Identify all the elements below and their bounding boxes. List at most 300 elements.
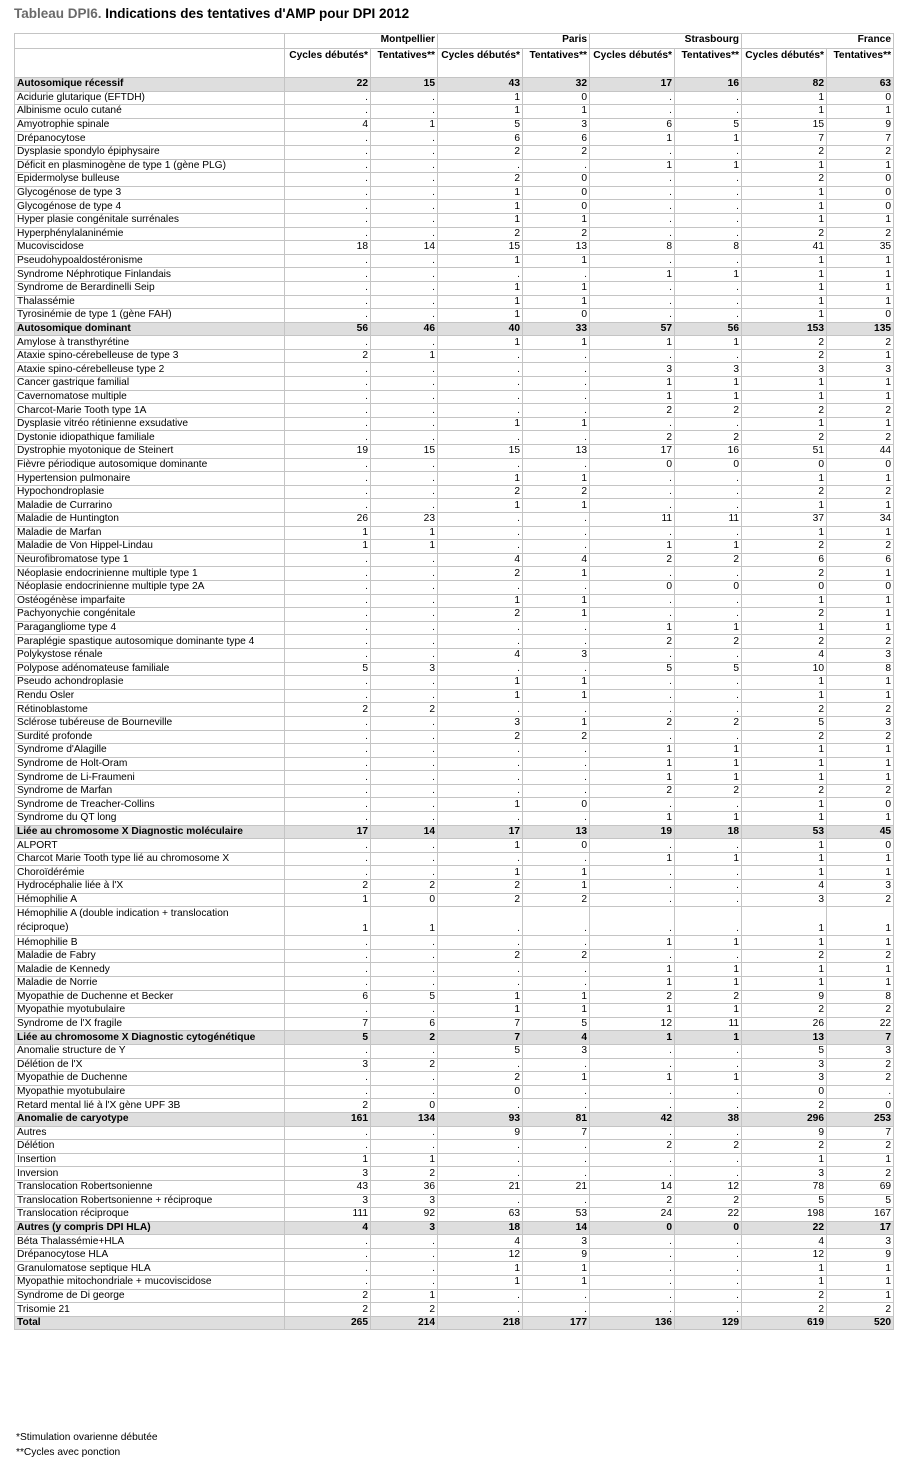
cell-cycles: 1 bbox=[742, 377, 827, 391]
header-tentatives: Tentatives** bbox=[371, 49, 438, 78]
cell-cycles: 4 bbox=[742, 1235, 827, 1249]
table-row bbox=[15, 893, 894, 907]
cell-tentatives: . bbox=[523, 377, 590, 391]
row-label: Albinisme oculo cutané bbox=[15, 105, 285, 119]
cell-tentatives: 135 bbox=[827, 322, 894, 336]
cell-cycles: . bbox=[285, 936, 371, 950]
table-row bbox=[15, 1072, 894, 1086]
cell-tentatives: 1 bbox=[675, 159, 742, 173]
cell-tentatives: 1 bbox=[523, 689, 590, 703]
cell-cycles: . bbox=[285, 499, 371, 513]
table-row bbox=[15, 145, 894, 159]
cell-cycles: . bbox=[438, 458, 523, 472]
cell-tentatives: 1 bbox=[523, 105, 590, 119]
cell-cycles: 40 bbox=[438, 322, 523, 336]
cell-tentatives: 1 bbox=[675, 936, 742, 950]
cell-tentatives: . bbox=[523, 784, 590, 798]
cell-tentatives: . bbox=[675, 1167, 742, 1181]
cell-cycles: . bbox=[590, 866, 675, 880]
table-row bbox=[15, 771, 894, 785]
cell-cycles: 5 bbox=[438, 1044, 523, 1058]
cell-tentatives: . bbox=[523, 757, 590, 771]
cell-cycles: . bbox=[590, 1044, 675, 1058]
table-row bbox=[15, 1276, 894, 1290]
header-tentatives: Tentatives** bbox=[675, 49, 742, 78]
row-label: Glycogénose de type 3 bbox=[15, 186, 285, 200]
cell-cycles: 5 bbox=[590, 662, 675, 676]
cell-cycles: 2 bbox=[742, 1099, 827, 1113]
cell-tentatives: . bbox=[371, 417, 438, 431]
row-label: Fièvre périodique autosomique dominante bbox=[15, 458, 285, 472]
cell-tentatives: 11 bbox=[675, 1017, 742, 1031]
table-row bbox=[15, 431, 894, 445]
cell-cycles: 0 bbox=[590, 580, 675, 594]
cell-tentatives: 1 bbox=[523, 716, 590, 730]
cell-tentatives: . bbox=[371, 1085, 438, 1099]
cell-cycles: 2 bbox=[742, 635, 827, 649]
cell-tentatives: . bbox=[371, 621, 438, 635]
cell-cycles: 1 bbox=[438, 200, 523, 214]
cell-tentatives: 1 bbox=[523, 866, 590, 880]
row-label: Maladie de Marfan bbox=[15, 526, 285, 540]
cell-tentatives: 0 bbox=[675, 1221, 742, 1235]
cell-cycles: 4 bbox=[742, 880, 827, 894]
cell-cycles: 26 bbox=[285, 513, 371, 527]
cell-tentatives: . bbox=[371, 936, 438, 950]
cell-cycles: . bbox=[438, 784, 523, 798]
cell-tentatives: 3 bbox=[523, 648, 590, 662]
cell-cycles: . bbox=[590, 1167, 675, 1181]
cell-cycles: 1 bbox=[742, 91, 827, 105]
cell-tentatives: . bbox=[371, 281, 438, 295]
cell-tentatives: 3 bbox=[827, 880, 894, 894]
cell-cycles: 1 bbox=[742, 744, 827, 758]
cell-cycles: . bbox=[590, 703, 675, 717]
cell-tentatives: 1 bbox=[523, 1276, 590, 1290]
cell-tentatives: 1 bbox=[523, 472, 590, 486]
table-row bbox=[15, 200, 894, 214]
cell-tentatives: 2 bbox=[523, 485, 590, 499]
cell-cycles: . bbox=[285, 145, 371, 159]
table-row bbox=[15, 608, 894, 622]
cell-cycles: . bbox=[438, 540, 523, 554]
cell-cycles: 2 bbox=[438, 949, 523, 963]
cell-tentatives: 2 bbox=[675, 635, 742, 649]
cell-tentatives: 18 bbox=[675, 825, 742, 839]
cell-cycles: 1 bbox=[590, 744, 675, 758]
cell-tentatives: 1 bbox=[371, 526, 438, 540]
cell-cycles: 111 bbox=[285, 1208, 371, 1222]
row-label: Retard mental lié à l'X gène UPF 3B bbox=[15, 1099, 285, 1113]
cell-tentatives: 81 bbox=[523, 1112, 590, 1126]
cell-cycles: 5 bbox=[285, 662, 371, 676]
cell-cycles: 1 bbox=[590, 1031, 675, 1045]
cell-tentatives: . bbox=[675, 798, 742, 812]
cell-cycles: 161 bbox=[285, 1112, 371, 1126]
row-label: Autosomique récessif bbox=[15, 78, 285, 92]
row-label: Tyrosinémie de type 1 (gène FAH) bbox=[15, 309, 285, 323]
row-label: Thalassémie bbox=[15, 295, 285, 309]
cell-cycles: . bbox=[285, 173, 371, 187]
cell-cycles: . bbox=[438, 349, 523, 363]
cell-cycles: 3 bbox=[285, 1167, 371, 1181]
table-row bbox=[15, 1085, 894, 1099]
cell-cycles: 26 bbox=[742, 1017, 827, 1031]
cell-tentatives: 1 bbox=[827, 852, 894, 866]
cell-cycles: . bbox=[285, 852, 371, 866]
cell-tentatives: . bbox=[523, 363, 590, 377]
cell-cycles: 0 bbox=[742, 580, 827, 594]
cell-cycles: 2 bbox=[742, 703, 827, 717]
cell-cycles: . bbox=[590, 499, 675, 513]
cell-tentatives: . bbox=[675, 105, 742, 119]
cell-tentatives: 2 bbox=[371, 1167, 438, 1181]
cell-tentatives: 1 bbox=[827, 689, 894, 703]
table-row bbox=[15, 866, 894, 880]
cell-cycles: 7 bbox=[742, 132, 827, 146]
cell-cycles: . bbox=[438, 404, 523, 418]
cell-tentatives: 4 bbox=[523, 1031, 590, 1045]
cell-tentatives: . bbox=[371, 1004, 438, 1018]
cell-cycles: 19 bbox=[285, 445, 371, 459]
cell-cycles: 2 bbox=[742, 567, 827, 581]
cell-tentatives: 3 bbox=[523, 1235, 590, 1249]
cell-tentatives: . bbox=[523, 1085, 590, 1099]
cell-cycles: . bbox=[438, 580, 523, 594]
cell-tentatives: 0 bbox=[523, 839, 590, 853]
cell-cycles: . bbox=[285, 485, 371, 499]
cell-cycles: . bbox=[285, 295, 371, 309]
header-tentatives: Tentatives** bbox=[827, 49, 894, 78]
cell-cycles: 2 bbox=[590, 784, 675, 798]
cell-tentatives: 1 bbox=[523, 213, 590, 227]
cell-tentatives: . bbox=[675, 880, 742, 894]
cell-cycles: . bbox=[438, 1167, 523, 1181]
cell-tentatives: 69 bbox=[827, 1180, 894, 1194]
cell-cycles: . bbox=[590, 227, 675, 241]
cell-tentatives: 56 bbox=[675, 322, 742, 336]
cell-tentatives: 0 bbox=[827, 580, 894, 594]
cell-tentatives: 3 bbox=[371, 662, 438, 676]
table-row bbox=[15, 1017, 894, 1031]
cell-tentatives: . bbox=[523, 1289, 590, 1303]
cell-cycles: 1 bbox=[438, 1262, 523, 1276]
cell-cycles: . bbox=[438, 1194, 523, 1208]
table-row bbox=[15, 241, 894, 255]
table-row bbox=[15, 580, 894, 594]
cell-tentatives: 15 bbox=[371, 78, 438, 92]
cell-cycles: . bbox=[438, 812, 523, 826]
cell-tentatives: . bbox=[371, 812, 438, 826]
table-row bbox=[15, 159, 894, 173]
row-label: Cancer gastrique familial bbox=[15, 377, 285, 391]
cell-tentatives: 129 bbox=[675, 1316, 742, 1330]
cell-cycles: 0 bbox=[438, 1085, 523, 1099]
cell-cycles: . bbox=[590, 485, 675, 499]
cell-cycles: 1 bbox=[590, 1072, 675, 1086]
cell-cycles: 1 bbox=[438, 91, 523, 105]
cell-cycles: 3 bbox=[742, 1072, 827, 1086]
cell-tentatives: 2 bbox=[523, 949, 590, 963]
table-row bbox=[15, 990, 894, 1004]
cell-tentatives: . bbox=[371, 1126, 438, 1140]
row-label: Inversion bbox=[15, 1167, 285, 1181]
cell-tentatives: . bbox=[523, 540, 590, 554]
cell-tentatives: . bbox=[675, 1044, 742, 1058]
cell-tentatives: . bbox=[675, 485, 742, 499]
header-cycles: Cycles débutés* bbox=[285, 49, 371, 78]
cell-tentatives: . bbox=[675, 186, 742, 200]
cell-tentatives: 1 bbox=[523, 880, 590, 894]
cell-tentatives: . bbox=[675, 567, 742, 581]
cell-tentatives: 0 bbox=[827, 309, 894, 323]
cell-cycles: 2 bbox=[590, 431, 675, 445]
table-row bbox=[15, 390, 894, 404]
cell-tentatives: 15 bbox=[371, 445, 438, 459]
cell-tentatives: 17 bbox=[827, 1221, 894, 1235]
cell-tentatives: 11 bbox=[675, 513, 742, 527]
cell-tentatives: 3 bbox=[827, 363, 894, 377]
cell-cycles: 2 bbox=[742, 608, 827, 622]
cell-tentatives: . bbox=[371, 676, 438, 690]
cell-cycles: . bbox=[590, 1276, 675, 1290]
cell-cycles: 1 bbox=[438, 866, 523, 880]
cell-tentatives: . bbox=[523, 458, 590, 472]
cell-tentatives: 1 bbox=[827, 105, 894, 119]
cell-cycles: . bbox=[285, 254, 371, 268]
cell-cycles: 1 bbox=[590, 336, 675, 350]
cell-cycles: . bbox=[438, 936, 523, 950]
cell-cycles: 1 bbox=[590, 268, 675, 282]
cell-cycles: . bbox=[285, 363, 371, 377]
cell-cycles: 2 bbox=[438, 485, 523, 499]
cell-cycles: 2 bbox=[742, 485, 827, 499]
cell-tentatives: 2 bbox=[523, 893, 590, 907]
table-row bbox=[15, 798, 894, 812]
table-row bbox=[15, 281, 894, 295]
row-label: Amyotrophie spinale bbox=[15, 118, 285, 132]
cell-tentatives: . bbox=[371, 295, 438, 309]
row-label: Myopathie mitochondriale + mucoviscidose bbox=[15, 1276, 285, 1290]
cell-tentatives: . bbox=[371, 254, 438, 268]
cell-tentatives: . bbox=[371, 744, 438, 758]
cell-tentatives: 3 bbox=[827, 648, 894, 662]
cell-tentatives: 5 bbox=[675, 118, 742, 132]
cell-cycles: . bbox=[590, 186, 675, 200]
table-row bbox=[15, 1248, 894, 1262]
cell-cycles: . bbox=[590, 200, 675, 214]
cell-cycles: . bbox=[590, 91, 675, 105]
cell-tentatives: 0 bbox=[675, 580, 742, 594]
cell-cycles: . bbox=[285, 784, 371, 798]
cell-cycles: . bbox=[438, 1058, 523, 1072]
cell-cycles: . bbox=[590, 1126, 675, 1140]
cell-cycles: 2 bbox=[742, 784, 827, 798]
cell-cycles: . bbox=[438, 390, 523, 404]
cell-cycles: 1 bbox=[438, 499, 523, 513]
cell-cycles: 7 bbox=[438, 1017, 523, 1031]
cell-tentatives: 2 bbox=[371, 1058, 438, 1072]
cell-tentatives: 13 bbox=[523, 241, 590, 255]
cell-tentatives: . bbox=[371, 186, 438, 200]
cell-cycles: . bbox=[590, 1235, 675, 1249]
cell-tentatives: 1 bbox=[827, 936, 894, 950]
table-row bbox=[15, 254, 894, 268]
table-row bbox=[15, 1099, 894, 1113]
cell-tentatives: 3 bbox=[371, 1221, 438, 1235]
table-row bbox=[15, 977, 894, 991]
cell-tentatives: . bbox=[675, 417, 742, 431]
cell-tentatives: 5 bbox=[523, 1017, 590, 1031]
cell-tentatives: . bbox=[675, 648, 742, 662]
cell-cycles: 5 bbox=[742, 1194, 827, 1208]
table-body bbox=[15, 78, 894, 1330]
cell-cycles: . bbox=[438, 963, 523, 977]
cell-cycles: 2 bbox=[590, 716, 675, 730]
row-label: Polykystose rénale bbox=[15, 648, 285, 662]
cell-cycles: . bbox=[590, 417, 675, 431]
cell-tentatives: 2 bbox=[675, 404, 742, 418]
cell-cycles: 1 bbox=[590, 390, 675, 404]
cell-cycles: 9 bbox=[742, 1126, 827, 1140]
cell-cycles: 1 bbox=[438, 309, 523, 323]
cell-cycles: . bbox=[285, 676, 371, 690]
row-label: Rétinoblastome bbox=[15, 703, 285, 717]
cell-tentatives: 2 bbox=[827, 949, 894, 963]
cell-tentatives: 46 bbox=[371, 322, 438, 336]
cell-tentatives: 1 bbox=[827, 963, 894, 977]
table-title-text: Indications des tentatives d'AMP pour DPI 2012 bbox=[105, 6, 410, 21]
cell-tentatives: 1 bbox=[675, 621, 742, 635]
row-label: Maladie de Von Hippel-Lindau bbox=[15, 540, 285, 554]
cell-tentatives: . bbox=[523, 662, 590, 676]
cell-tentatives: 2 bbox=[827, 1058, 894, 1072]
table-row bbox=[15, 1194, 894, 1208]
cell-cycles: . bbox=[285, 132, 371, 146]
cell-tentatives: 1 bbox=[523, 608, 590, 622]
cell-cycles: . bbox=[590, 798, 675, 812]
cell-cycles: 2 bbox=[742, 349, 827, 363]
cell-tentatives: . bbox=[675, 499, 742, 513]
cell-cycles: 1 bbox=[438, 254, 523, 268]
cell-tentatives: . bbox=[371, 91, 438, 105]
cell-tentatives: 1 bbox=[827, 621, 894, 635]
cell-cycles: 1 bbox=[285, 1153, 371, 1167]
cell-tentatives: 1 bbox=[675, 852, 742, 866]
cell-tentatives: . bbox=[371, 1072, 438, 1086]
cell-cycles: 3 bbox=[742, 1167, 827, 1181]
cell-tentatives: 2 bbox=[827, 1004, 894, 1018]
row-label: Maladie de Fabry bbox=[15, 949, 285, 963]
cell-tentatives: 1 bbox=[827, 254, 894, 268]
cell-tentatives: 1 bbox=[827, 417, 894, 431]
cell-tentatives: 21 bbox=[523, 1180, 590, 1194]
cell-tentatives: 3 bbox=[827, 1044, 894, 1058]
cell-tentatives: 1 bbox=[827, 1262, 894, 1276]
cell-tentatives: 2 bbox=[371, 1303, 438, 1317]
table-row bbox=[15, 567, 894, 581]
cell-tentatives: . bbox=[371, 309, 438, 323]
header-center: Paris bbox=[438, 34, 590, 49]
cell-tentatives: 1 bbox=[523, 676, 590, 690]
cell-tentatives: 22 bbox=[675, 1208, 742, 1222]
cell-tentatives: 0 bbox=[827, 200, 894, 214]
row-label: Translocation Robertsonienne bbox=[15, 1180, 285, 1194]
cell-tentatives: 0 bbox=[827, 1099, 894, 1113]
table-row bbox=[15, 1167, 894, 1181]
cell-cycles: 1 bbox=[742, 963, 827, 977]
cell-tentatives: . bbox=[371, 730, 438, 744]
cell-tentatives: 8 bbox=[827, 990, 894, 1004]
cell-tentatives: . bbox=[371, 336, 438, 350]
cell-tentatives: 35 bbox=[827, 241, 894, 255]
table-row bbox=[15, 309, 894, 323]
cell-tentatives: 0 bbox=[523, 173, 590, 187]
cell-cycles: 1 bbox=[742, 1153, 827, 1167]
cell-tentatives: 44 bbox=[827, 445, 894, 459]
cell-tentatives: 1 bbox=[827, 1276, 894, 1290]
cell-cycles: 57 bbox=[590, 322, 675, 336]
cell-tentatives: 1 bbox=[827, 377, 894, 391]
row-label: Maladie de Huntington bbox=[15, 513, 285, 527]
cell-tentatives: . bbox=[523, 349, 590, 363]
cell-tentatives: 1 bbox=[675, 377, 742, 391]
cell-cycles: 1 bbox=[590, 936, 675, 950]
row-label: Drépanocytose bbox=[15, 132, 285, 146]
footnote-tentatives: **Cycles avec ponction bbox=[16, 1446, 121, 1458]
cell-tentatives: 2 bbox=[827, 336, 894, 350]
table-row bbox=[15, 186, 894, 200]
cell-cycles: 41 bbox=[742, 241, 827, 255]
cell-cycles: . bbox=[285, 336, 371, 350]
cell-tentatives: 1 bbox=[827, 213, 894, 227]
cell-cycles: 2 bbox=[590, 553, 675, 567]
cell-cycles: 1 bbox=[742, 798, 827, 812]
cell-cycles: . bbox=[438, 1099, 523, 1113]
cell-cycles: 10 bbox=[742, 662, 827, 676]
cell-cycles: 21 bbox=[438, 1180, 523, 1194]
cell-cycles: . bbox=[438, 757, 523, 771]
cell-tentatives: 1 bbox=[675, 1072, 742, 1086]
cell-cycles: 5 bbox=[742, 716, 827, 730]
row-label: Syndrome de Berardinelli Seip bbox=[15, 281, 285, 295]
cell-cycles: . bbox=[285, 213, 371, 227]
cell-tentatives: 23 bbox=[371, 513, 438, 527]
cell-tentatives: . bbox=[675, 893, 742, 907]
row-label: Pachyonychie congénitale bbox=[15, 608, 285, 622]
cell-cycles: . bbox=[285, 227, 371, 241]
cell-tentatives: 12 bbox=[675, 1180, 742, 1194]
cell-tentatives: 2 bbox=[827, 431, 894, 445]
cell-tentatives: . bbox=[523, 159, 590, 173]
cell-tentatives: . bbox=[523, 936, 590, 950]
cell-cycles: 5 bbox=[742, 1044, 827, 1058]
cell-tentatives: 1 bbox=[371, 1289, 438, 1303]
table-row bbox=[15, 1289, 894, 1303]
cell-tentatives: 1 bbox=[827, 390, 894, 404]
cell-tentatives: . bbox=[675, 254, 742, 268]
cell-tentatives: . bbox=[371, 689, 438, 703]
row-label: Paragangliome type 4 bbox=[15, 621, 285, 635]
table-row bbox=[15, 540, 894, 554]
cell-tentatives: 2 bbox=[827, 1167, 894, 1181]
cell-tentatives: 1 bbox=[827, 349, 894, 363]
cell-cycles: 6 bbox=[590, 118, 675, 132]
cell-cycles: . bbox=[438, 852, 523, 866]
cell-cycles: . bbox=[285, 200, 371, 214]
cell-tentatives: . bbox=[675, 200, 742, 214]
row-label: Paraplégie spastique autosomique dominante type 4 bbox=[15, 635, 285, 649]
